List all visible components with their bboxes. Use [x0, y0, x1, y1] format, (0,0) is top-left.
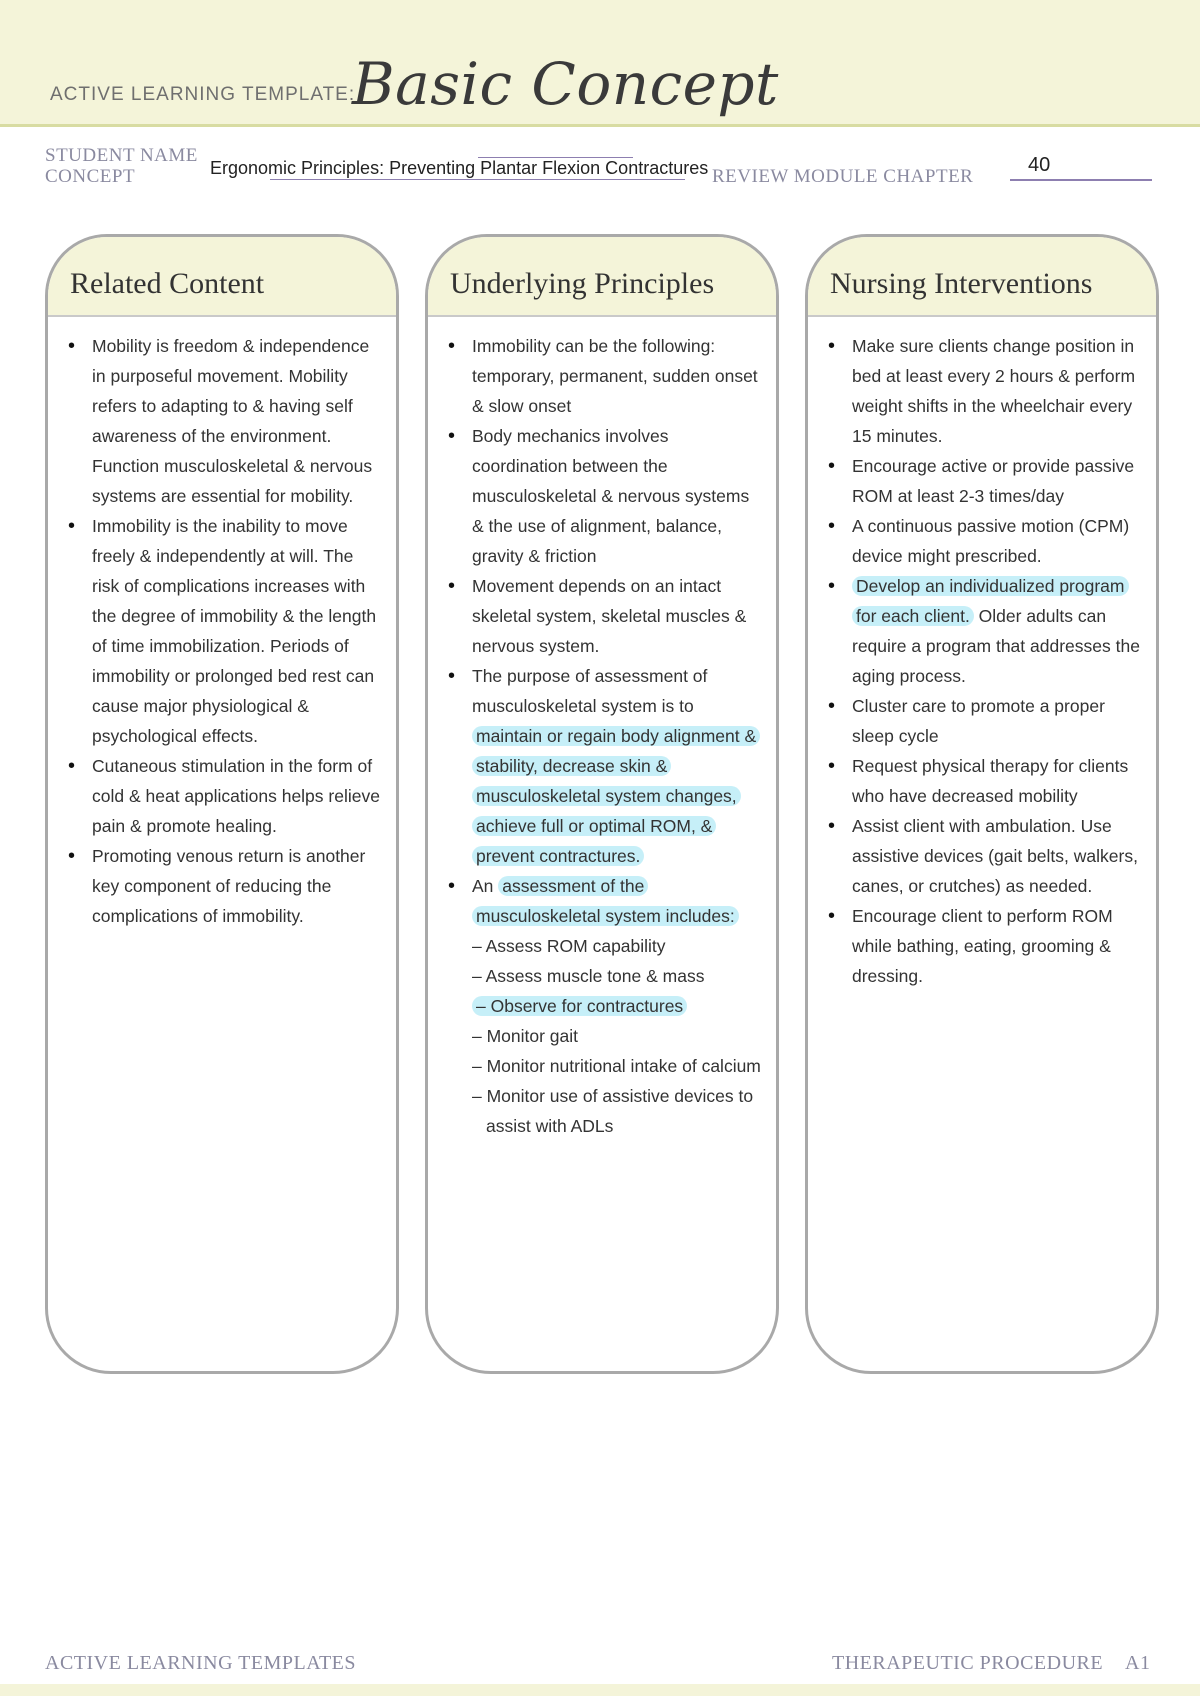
list-item: • Cutaneous stimulation in the form of cold & heat applications helps relieve pain & promote healing.	[92, 751, 384, 841]
template-title: Basic Concept	[352, 50, 779, 118]
underlying-principles-body[interactable]	[428, 317, 776, 1141]
list-item: • Make sure clients change position in bed at least every 2 hours & perform weight shifts in the wheelchair every 15 minutes.	[852, 331, 1144, 451]
chapter-underline	[1010, 179, 1152, 181]
list-item: • Mobility is freedom & independence in purposeful movement. Mobility refers to adapting to & having self awareness of the environment. Function musculoskeletal & nervous systems are essential for mobility.	[92, 331, 384, 511]
highlighted-text: maintain or regain body alignment & stability, decrease skin & musculoskeletal system changes, achieve full or optimal ROM, & prevent contractures.	[472, 726, 760, 866]
list-item: • Immobility is the inability to move freely & independently at will. The risk of complications increases with the degree of immobility & the length of time immobilization. Periods of immobility or prolonged bed rest can cause major physiological & psychological effects.	[92, 511, 384, 751]
highlighted-text: – Observe for contractures	[472, 996, 687, 1016]
highlighted-text: assessment of the musculoskeletal system includes:	[472, 876, 739, 926]
list-item: • Body mechanics involves coordination between the musculoskeletal & nervous systems & the use of alignment, balance, gravity & friction	[472, 421, 764, 571]
list-item: • Request physical therapy for clients who have decreased mobility	[852, 751, 1144, 811]
underlying-principles-box	[425, 234, 779, 1374]
nursing-interventions-title: Nursing Interventions	[808, 237, 1156, 317]
footer-band	[0, 1684, 1200, 1696]
student-name-label: STUDENT NAME	[45, 145, 198, 166]
list-item	[852, 571, 1144, 691]
chapter-value[interactable]: 40	[1028, 154, 1051, 176]
item-text: Older adults can require a program that addresses the aging process.	[852, 606, 1140, 686]
list-item	[472, 871, 764, 1141]
sub-item: – Monitor use of assistive devices to assist with ADLs	[472, 1086, 754, 1136]
sub-item: – Assess muscle tone & mass	[472, 966, 705, 986]
list-item: • Encourage client to perform ROM while bathing, eating, grooming & dressing.	[852, 901, 1144, 991]
list-item: • Movement depends on an intact skeletal system, skeletal muscles & nervous system.	[472, 571, 764, 661]
list-item	[472, 661, 764, 871]
review-module-label: REVIEW MODULE CHAPTER	[712, 166, 974, 187]
underlying-principles-title: Underlying Principles	[428, 237, 776, 317]
item-text: The purpose of assessment of musculoskeletal system is to	[472, 666, 708, 716]
list-item: • Encourage active or provide passive ROM at least 2-3 times/day	[852, 451, 1144, 511]
list-item: • Immobility can be the following: temporary, permanent, sudden onset & slow onset	[472, 331, 764, 421]
concept-underline	[270, 179, 685, 180]
template-label: ACTIVE LEARNING TEMPLATE:	[50, 84, 356, 105]
sub-item: – Monitor nutritional intake of calcium	[472, 1056, 761, 1076]
nursing-interventions-body[interactable]	[808, 317, 1156, 991]
sub-item: – Monitor gait	[472, 1026, 579, 1046]
footer-left-label: ACTIVE LEARNING TEMPLATES	[45, 1652, 357, 1674]
list-item: • Promoting venous return is another key component of reducing the complications of immobility.	[92, 841, 384, 931]
concept-label: CONCEPT	[45, 166, 136, 187]
sub-item: – Assess ROM capability	[472, 936, 666, 956]
highlighted-text: Develop an individualized program for each client.	[852, 576, 1129, 626]
footer-page-code: A1	[1125, 1652, 1151, 1674]
concept-value[interactable]: Ergonomic Principles: Preventing Plantar Flexion Contractures	[210, 158, 709, 178]
related-content-body[interactable]	[48, 317, 396, 931]
related-content-title: Related Content	[48, 237, 396, 317]
sub-list	[472, 931, 764, 1141]
list-item: • Cluster care to promote a proper sleep cycle	[852, 691, 1144, 751]
footer-right-label: THERAPEUTIC PROCEDURE	[832, 1652, 1104, 1674]
list-item: • A continuous passive motion (CPM) device might prescribed.	[852, 511, 1144, 571]
sub-item	[472, 991, 764, 1021]
list-item: • Assist client with ambulation. Use assistive devices (gait belts, walkers, canes, or crutches) as needed.	[852, 811, 1144, 901]
related-content-box	[45, 234, 399, 1374]
nursing-interventions-box	[805, 234, 1159, 1374]
item-text: An	[472, 876, 499, 896]
